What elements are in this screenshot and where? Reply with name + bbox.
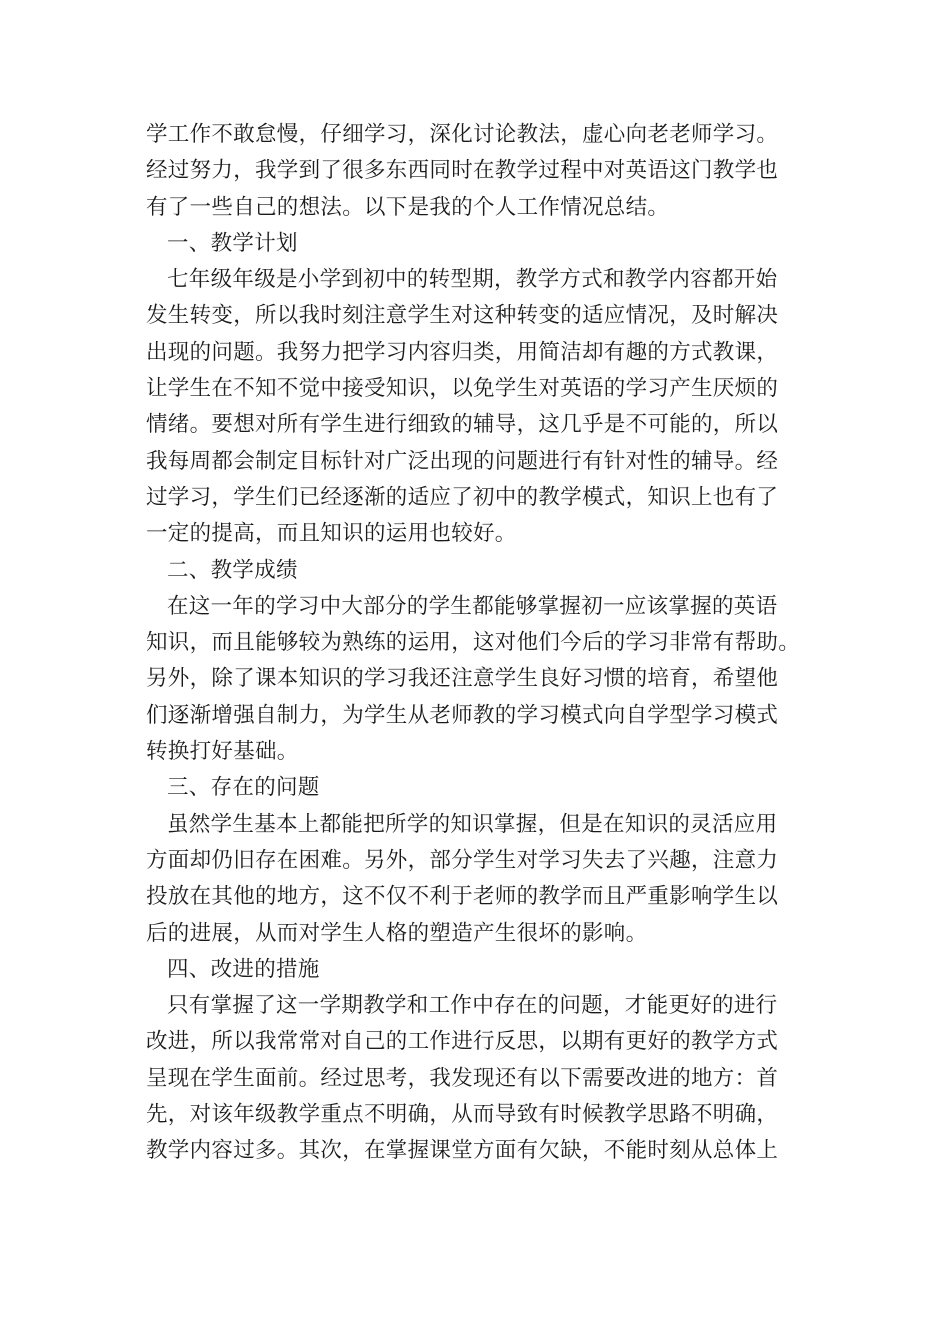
- paragraph-line: 转换打好基础。: [146, 739, 299, 765]
- paragraph-line: 呈现在学生面前。经过思考，我发现还有以下需要改进的地方：首: [146, 1065, 779, 1091]
- section-heading: 一、教学计划: [167, 230, 298, 256]
- paragraph-line: 改进，所以我常常对自己的工作进行反思，以期有更好的教学方式: [146, 1029, 779, 1055]
- paragraph-line: 后的进展，从而对学生人格的塑造产生很坏的影响。: [146, 920, 648, 946]
- paragraph-line: 出现的问题。我努力把学习内容归类，用简洁却有趣的方式教课，: [146, 339, 779, 365]
- paragraph-line: 让学生在不知不觉中接受知识，以免学生对英语的学习产生厌烦的: [146, 376, 779, 402]
- section-heading: 四、改进的措施: [167, 956, 320, 982]
- paragraph-line: 投放在其他的地方，这不仅不利于老师的教学而且严重影响学生以: [146, 884, 779, 910]
- paragraph-line: 过学习，学生们已经逐渐的适应了初中的教学模式，知识上也有了: [146, 484, 779, 510]
- paragraph-line: 知识，而且能够较为熟练的运用，这对他们今后的学习非常有帮助。: [146, 630, 801, 656]
- paragraph-first-line: 只有掌握了这一学期教学和工作中存在的问题，才能更好的进行: [167, 993, 778, 1019]
- paragraph-line: 一定的提高，而且知识的运用也较好。: [146, 521, 517, 547]
- paragraph-line: 我每周都会制定目标针对广泛出现的问题进行有针对性的辅导。经: [146, 448, 779, 474]
- paragraph-line: 情绪。要想对所有学生进行细致的辅导，这几乎是不可能的，所以: [146, 412, 779, 438]
- paragraph-line: 学工作不敢怠慢，仔细学习，深化讨论教法，虚心向老老师学习。: [146, 122, 779, 147]
- document-body: [146, 117, 816, 1170]
- paragraph-line: 先，对该年级教学重点不明确，从而导致有时候教学思路不明确，: [146, 1102, 779, 1128]
- paragraph-first-line: 在这一年的学习中大部分的学生都能够掌握初一应该掌握的英语: [167, 593, 778, 619]
- section-heading: 三、存在的问题: [167, 775, 320, 801]
- paragraph-first-line: 七年级年级是小学到初中的转型期，教学方式和教学内容都开始: [167, 267, 778, 293]
- paragraph-line: 经过努力，我学到了很多东西同时在教学过程中对英语这门教学也: [146, 158, 779, 184]
- paragraph-line: 发生转变，所以我时刻注意学生对这种转变的适应情况，及时解决: [146, 303, 779, 329]
- paragraph-line: 们逐渐增强自制力，为学生从老师教的学习模式向自学型学习模式: [146, 702, 779, 728]
- paragraph-line: 教学内容过多。其次，在掌握课堂方面有欠缺，不能时刻从总体上: [146, 1138, 779, 1164]
- paragraph-line: 有了一些自己的想法。以下是我的个人工作情况总结。: [146, 194, 670, 220]
- paragraph-line: 另外，除了课本知识的学习我还注意学生良好习惯的培育，希望他: [146, 666, 779, 692]
- section-heading: 二、教学成绩: [167, 557, 298, 583]
- paragraph-first-line: 虽然学生基本上都能把所学的知识掌握，但是在知识的灵活应用: [167, 811, 778, 837]
- paragraph-line: 方面却仍旧存在困难。另外，部分学生对学习失去了兴趣，注意力: [146, 847, 779, 873]
